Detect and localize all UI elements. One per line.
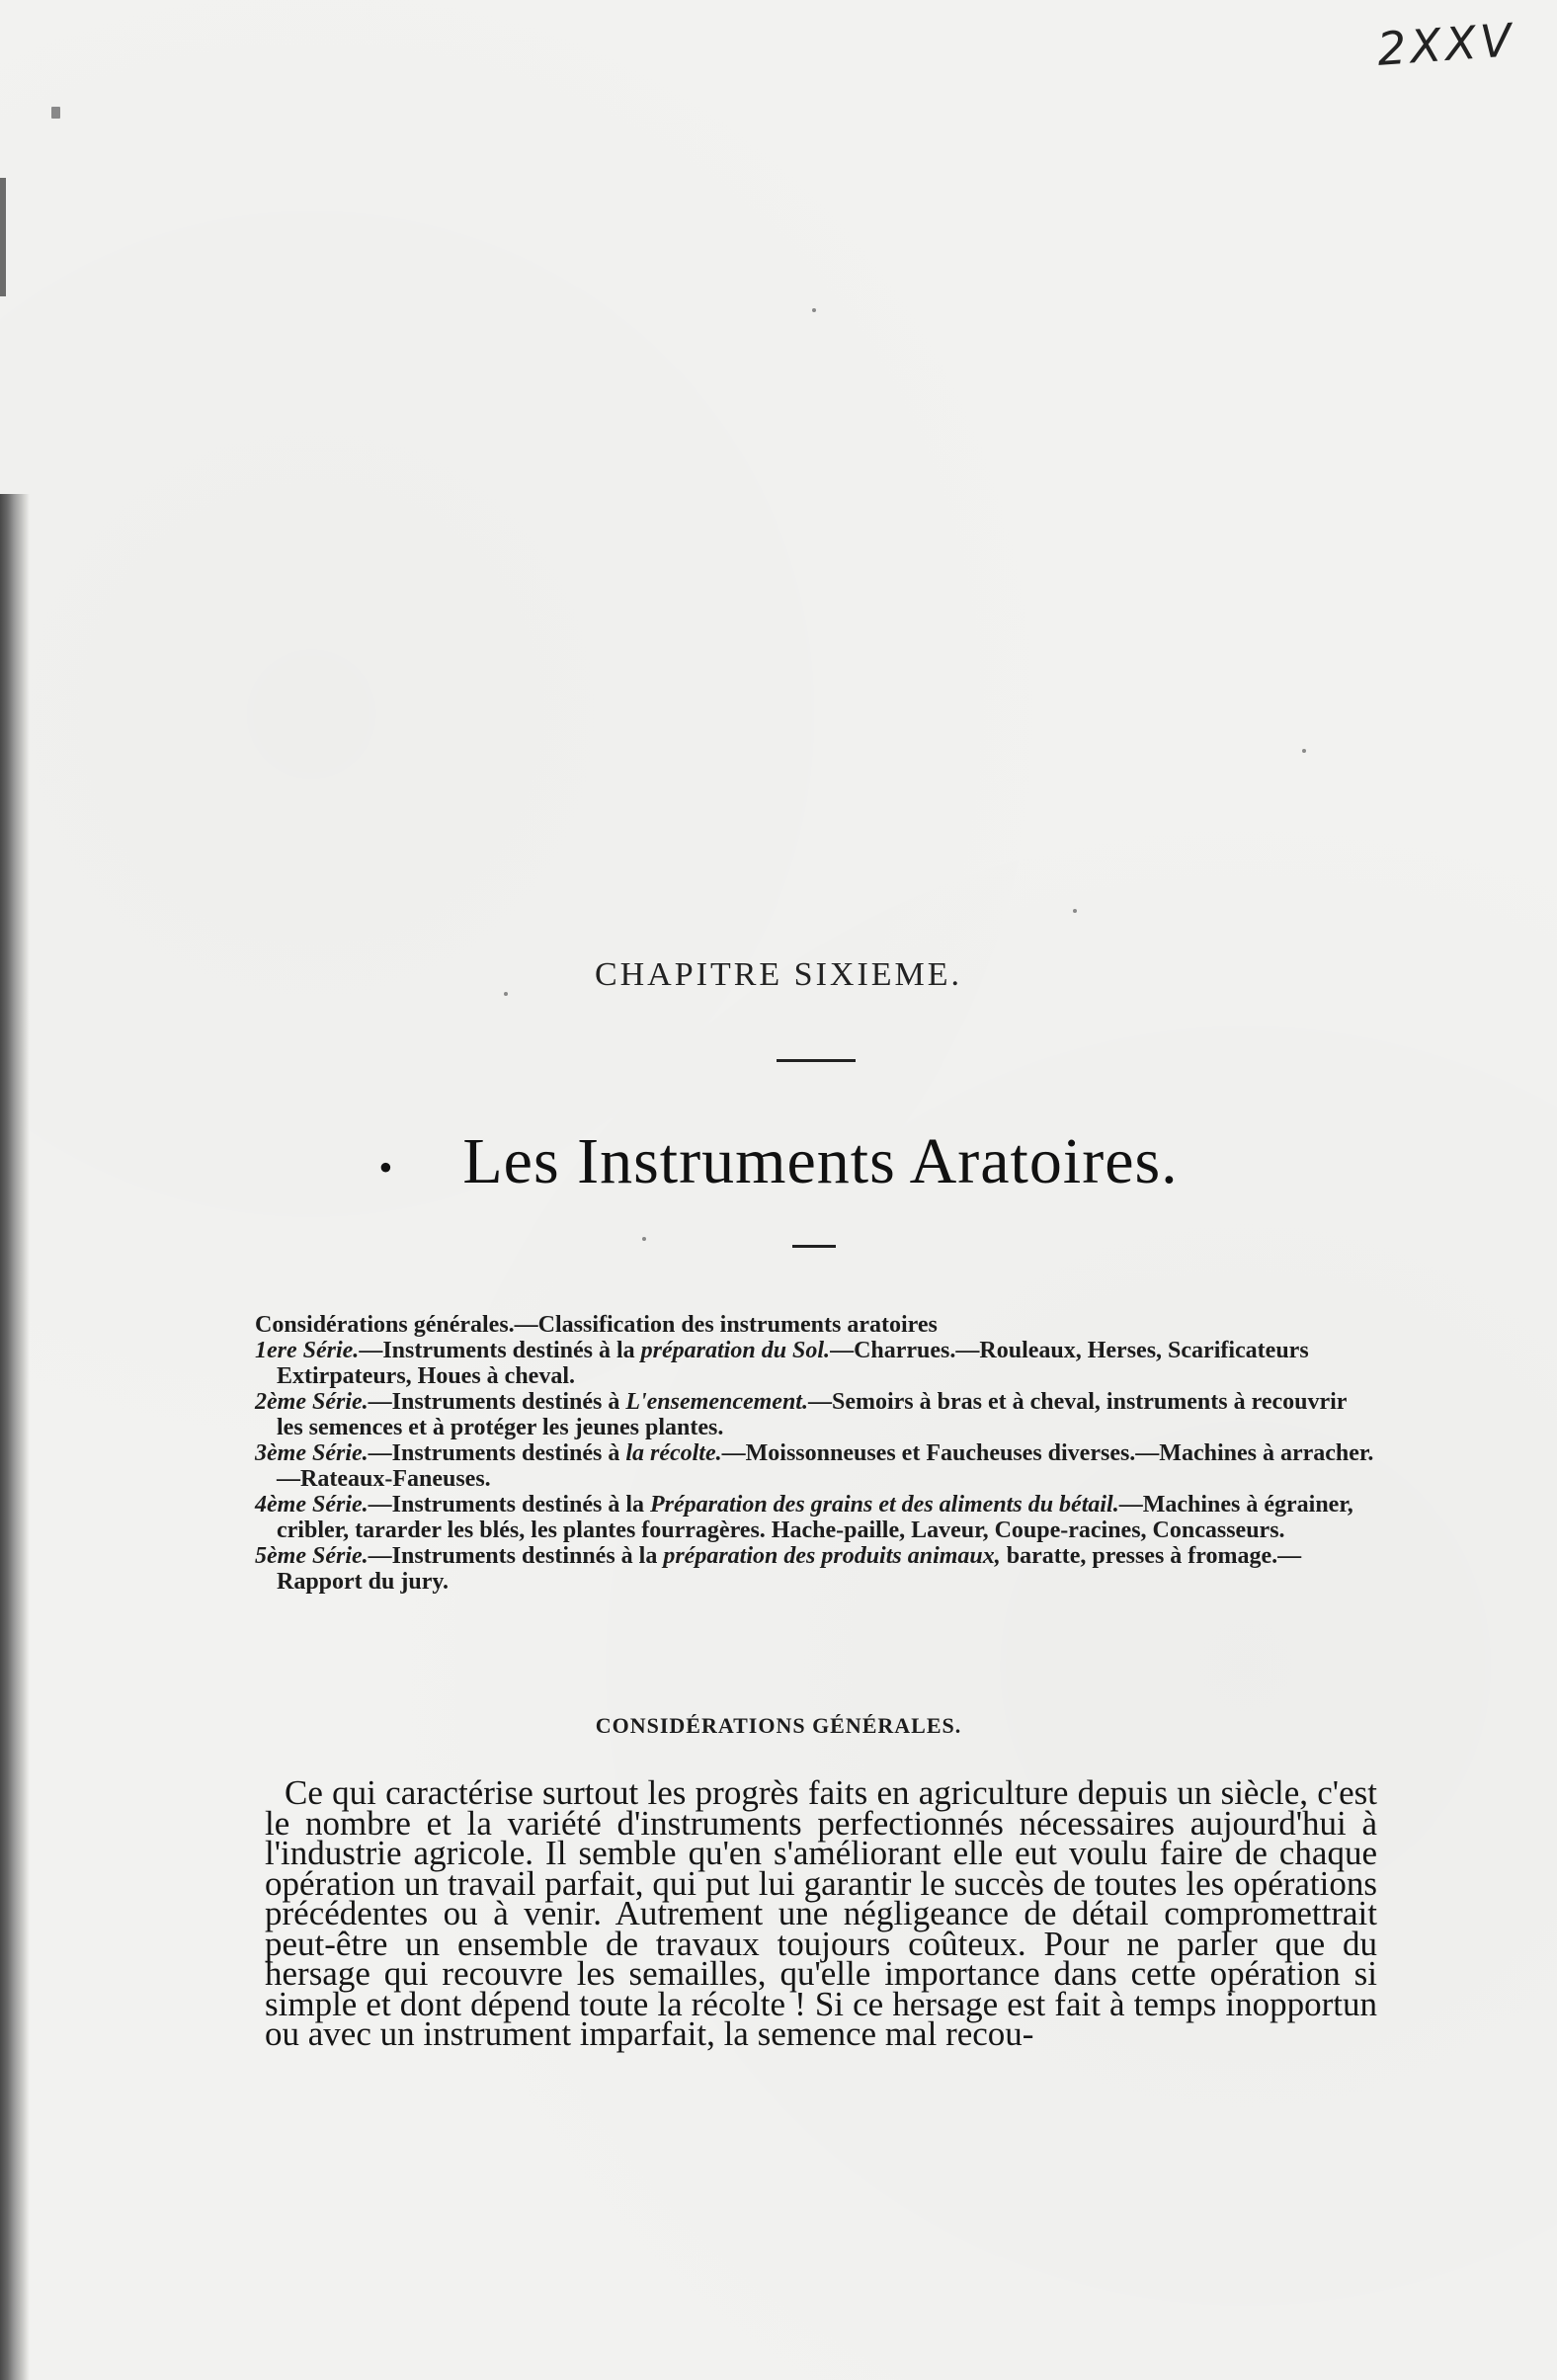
title-rule <box>792 1245 836 1248</box>
summary-series-4 <box>255 1492 1377 1543</box>
series-text: —Instruments destinés à la <box>368 1492 650 1518</box>
summary-series-3 <box>255 1440 1377 1492</box>
heading-rule <box>777 1059 856 1062</box>
chapter-title-text: Les Instruments Aratoires. <box>462 1125 1179 1197</box>
summary-series-2 <box>255 1389 1377 1440</box>
series-label: 4ème Série. <box>255 1492 369 1518</box>
series-text: —Instruments destinés à <box>368 1389 626 1415</box>
binding-shadow <box>0 494 30 2380</box>
series-label: 1ere Série. <box>255 1338 360 1363</box>
summary-series-5 <box>255 1543 1377 1595</box>
scan-speck <box>642 1237 646 1241</box>
series-text: —Instruments destinés à <box>368 1440 626 1466</box>
series-label: 5ème Série. <box>255 1543 369 1569</box>
series-text: —Charrues.—Rouleaux, Herses, Scarificateurs Extirpateurs, Houes à cheval. <box>277 1338 1309 1389</box>
series-topic: préparation des produits animaux, <box>663 1543 1001 1569</box>
binding-mark <box>0 178 6 296</box>
chapter-title <box>0 1124 1557 1199</box>
title-bullet: • <box>378 1145 394 1190</box>
series-topic: Préparation des grains et des aliments du bétail. <box>650 1492 1119 1518</box>
section-heading: CONSIDÉRATIONS GÉNÉRALES. <box>595 1713 962 1738</box>
body-text <box>265 1773 1377 2053</box>
scan-speck <box>1302 749 1306 753</box>
series-text: —Instruments destinnés à la <box>368 1543 664 1569</box>
series-text: baratte, presses à fromage.—Rapport du jury. <box>277 1543 1302 1595</box>
scan-speck <box>812 308 816 312</box>
scan-speck <box>51 107 60 119</box>
series-text: —Instruments destinés à la <box>359 1338 641 1363</box>
series-label: 2ème Série. <box>255 1389 369 1415</box>
series-text: —Moissonneuses et Faucheuses diverses.—Machines à arracher.—Rateaux-Faneuses. <box>277 1440 1374 1492</box>
series-topic: préparation du Sol. <box>640 1338 831 1363</box>
folio-number: 2XXV <box>1375 13 1517 76</box>
chapter-summary <box>255 1312 1377 1595</box>
summary-intro: Considérations générales.—Classification des instruments aratoires <box>255 1312 938 1338</box>
summary-series-1 <box>255 1338 1377 1389</box>
series-topic: L'ensemencement. <box>625 1389 808 1415</box>
chapter-heading: CHAPITRE SIXIEME. <box>594 956 963 993</box>
series-topic: la récolte. <box>625 1440 722 1466</box>
body-paragraph: Ce qui caractérise surtout les progrès faits en agriculture depuis un siècle, c'est le nombre et la variété d'instruments perfectionnés nécessaires aujourd'hui à l'industrie agricole. Il semble qu'en s'améliorant elle eut voulu faire de chaque opération un travail parfait, qui put lui garantir le succès de toutes les opérations précédentes ou à venir. Autrement une négligeance de détail compromettrait peut-être un ensemble de travaux toujours coûteux. Pour ne parler que du hersage qui recouvre les semailles, qu'elle importance dans cette opération si simple et dont dépend toute la récolte ! Si ce hersage est fait à temps inopportun ou avec un instrument imparfait, la semence mal recou- <box>265 1773 1377 2053</box>
series-label: 3ème Série. <box>255 1440 369 1466</box>
series-text: —Machines à égrainer, cribler, tararder les blés, les plantes fourragères. Hache-paille, Laveur, Coupe-racines, Concasseurs. <box>277 1492 1353 1543</box>
series-text: —Semoirs à bras et à cheval, instruments à recouvrir les semences et à protéger les jeunes plantes. <box>277 1389 1348 1440</box>
scan-speck <box>1073 909 1077 913</box>
